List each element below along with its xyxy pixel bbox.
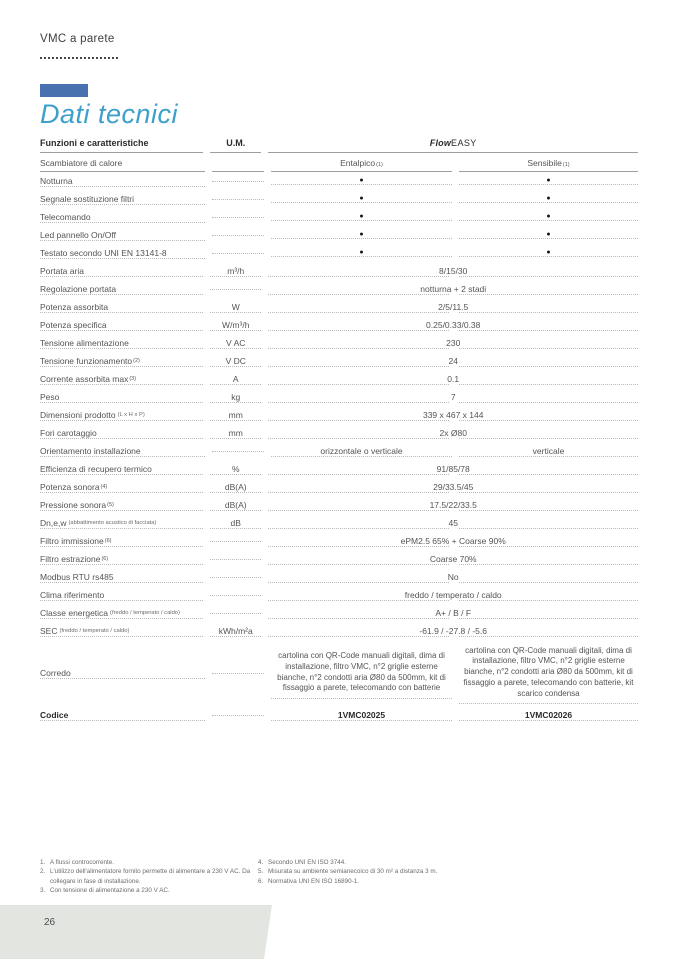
value-cell-entalpico: cartolina con QR-Code manuali digitali, dima di installazione, filtro VMC, n°2 griglie esterne bianche, n°2 condotti aria Ø80 da 500mm, kit di fissaggio a parete, telecomando con batterie <box>271 647 452 699</box>
footnotes-left <box>40 858 258 896</box>
row-label: Led pannello On/Off <box>40 230 205 241</box>
bullet-icon: ● <box>359 249 364 256</box>
feature-dot-sensibile <box>459 195 638 203</box>
bullet-icon: ● <box>359 195 364 202</box>
row-label: Fori carotaggio <box>40 428 203 439</box>
table-row <box>40 244 638 262</box>
footnote-number: 5. <box>258 868 264 876</box>
um-cell <box>212 253 264 254</box>
page-kicker: VMC a parete <box>40 33 115 45</box>
um-cell: dB(A) <box>210 482 261 493</box>
value-cell: freddo / temperato / caldo <box>268 590 638 600</box>
feature-dot-entalpico <box>271 213 452 221</box>
value-cell: -61.9 / -27.8 / -5.6 <box>268 626 638 636</box>
value-cell: 230 <box>268 338 638 348</box>
table-row <box>40 550 638 568</box>
table-row <box>40 172 638 190</box>
value-cell: No <box>268 572 638 582</box>
um-cell <box>212 235 264 236</box>
value-cell: 24 <box>268 356 638 366</box>
um-cell <box>212 181 264 182</box>
table-row <box>40 568 638 586</box>
um-cell <box>212 153 264 172</box>
row-label: Pressione sonora (5) <box>40 500 203 511</box>
row-label: Potenza specifica <box>40 320 203 331</box>
um-cell: kg <box>210 392 261 403</box>
bullet-icon: ● <box>546 195 551 202</box>
table-row <box>40 532 638 550</box>
value-cell: 7 <box>268 392 638 402</box>
footnote-number: 4. <box>258 859 264 866</box>
footnote-number: 6. <box>258 877 264 885</box>
footnote-number: 3. <box>40 887 46 895</box>
footnote-number: 1. <box>40 859 46 866</box>
um-cell: dB(A) <box>210 500 261 511</box>
table-header-row <box>40 131 638 153</box>
footnotes <box>40 858 600 896</box>
spec-table <box>40 131 638 724</box>
table-row <box>40 334 638 352</box>
table-row <box>40 460 638 478</box>
accent-bar <box>40 84 88 97</box>
footnote-item <box>40 886 258 895</box>
table-row <box>40 352 638 370</box>
table-row <box>40 190 638 208</box>
um-cell <box>212 715 264 716</box>
um-cell: kWh/m²a <box>210 626 261 637</box>
value-cell: 0.1 <box>268 374 638 384</box>
footnote-text: A flussi controcorrente. <box>50 859 115 866</box>
um-cell: V AC <box>210 338 261 349</box>
footnote-item <box>258 867 558 876</box>
footnote-item <box>258 858 558 867</box>
value-cell-entalpico: orizzontale o verticale <box>271 446 452 457</box>
table-row <box>40 442 638 460</box>
value-cell-entalpico: 1VMC02025 <box>271 710 452 721</box>
um-cell <box>210 595 261 596</box>
bullet-icon: ● <box>359 177 364 184</box>
value-cell-sensibile: cartolina con QR-Code manuali digitali, dima di installazione, filtro VMC, n°2 griglie esterne bianche, n°2 condotti aria Ø80 da 500mm, kit di fissaggio a parete, telecomando con batterie, kit scarico condensa <box>459 642 638 705</box>
col-header-um: U.M. <box>210 131 261 153</box>
um-cell: dB <box>210 518 261 529</box>
bullet-icon: ● <box>359 213 364 220</box>
table-row <box>40 316 638 334</box>
value-cell: 29/33.5/45 <box>268 482 638 492</box>
table-row <box>40 280 638 298</box>
feature-dot-sensibile <box>459 231 638 239</box>
value-cell: 339 x 467 x 144 <box>268 410 638 420</box>
brand-logo-italic: Flow <box>429 138 452 148</box>
value-cell: Coarse 70% <box>268 554 638 564</box>
row-label: Potenza sonora (4) <box>40 482 203 493</box>
row-label: Segnale sostituzione filtri <box>40 194 205 205</box>
um-cell: m³/h <box>210 266 261 277</box>
row-label: Regolazione portata <box>40 284 203 295</box>
value-cell: 45 <box>268 518 638 528</box>
bullet-icon: ● <box>546 177 551 184</box>
feature-dot-entalpico <box>271 249 452 257</box>
col-header-entalpico: Entalpico $_{(1)}$ <box>271 153 452 172</box>
table-row <box>40 586 638 604</box>
table-row <box>40 262 638 280</box>
footnote-item <box>40 867 258 886</box>
col-header-sensibile: Sensibile $_{(1)}$ <box>459 153 638 172</box>
page-title: Dati tecnici <box>40 99 179 129</box>
bullet-icon: ● <box>546 249 551 256</box>
um-cell: V DC <box>210 356 261 367</box>
um-cell <box>212 217 264 218</box>
value-cell-sensibile: 1VMC02026 <box>459 710 638 721</box>
um-cell: mm <box>210 410 261 421</box>
feature-dot-sensibile <box>459 213 638 221</box>
footnote-item <box>40 858 258 867</box>
table-row <box>40 208 638 226</box>
row-label: Modbus RTU rs485 <box>40 572 203 583</box>
table-row <box>40 514 638 532</box>
table-row <box>40 370 638 388</box>
page-number: 26 <box>44 917 56 928</box>
value-cell: notturna + 2 stadi <box>268 284 638 294</box>
table-row <box>40 478 638 496</box>
row-label: Peso <box>40 392 203 403</box>
feature-dot-entalpico <box>271 177 452 185</box>
um-cell: W <box>210 302 261 313</box>
footnote-text: L'utilizzo dell'alimentatore fornito permette di alimentare a 230 V AC. Da collegare in fase di installazione. <box>50 868 251 885</box>
bullet-icon: ● <box>359 231 364 238</box>
row-label: Codice <box>40 710 205 721</box>
footnote-number: 2. <box>40 868 46 876</box>
brand-logo <box>268 131 638 153</box>
row-label: Testato secondo UNI EN 13141-8 <box>40 248 205 259</box>
feature-dot-sensibile <box>459 177 638 185</box>
table-row <box>40 424 638 442</box>
um-cell <box>210 559 261 560</box>
um-cell <box>210 613 261 614</box>
um-cell: W/m³/h <box>210 320 261 331</box>
table-body <box>40 172 638 724</box>
value-cell: 91/85/78 <box>268 464 638 474</box>
um-cell <box>212 451 264 452</box>
footnote-text: Misurata su ambiente semianecoico di 30 m² a distanza 3 m. <box>268 868 438 876</box>
value-cell: 8/15/30 <box>268 266 638 276</box>
row-label: Scambiatore di calore <box>40 153 205 172</box>
table-subheader-row <box>40 153 638 172</box>
table-row <box>40 622 638 640</box>
row-label: SEC (freddo / temperato / caldo) <box>40 626 203 637</box>
feature-dot-entalpico <box>271 195 452 203</box>
table-row <box>40 496 638 514</box>
um-cell <box>210 577 261 578</box>
row-label: Telecomando <box>40 212 205 223</box>
um-cell <box>210 289 261 290</box>
row-label: Notturna <box>40 176 205 187</box>
row-label: Corrente assorbita max (3) <box>40 374 203 385</box>
value-cell: A+ / B / F <box>268 608 638 618</box>
feature-dot-sensibile <box>459 249 638 257</box>
footnote-text: Secondo UNI EN ISO 3744. <box>268 859 347 866</box>
feature-dot-entalpico <box>271 231 452 239</box>
value-cell: 2x Ø80 <box>268 428 638 438</box>
value-cell: 2/5/11.5 <box>268 302 638 312</box>
um-cell: % <box>210 464 261 475</box>
footnote-text: Con tensione di alimentazione a 230 V AC. <box>50 887 170 895</box>
footnote-text: Normativa UNI EN ISO 16890-1. <box>268 877 359 885</box>
table-row <box>40 298 638 316</box>
row-label: Portata aria <box>40 266 203 277</box>
bullet-icon: ● <box>546 231 551 238</box>
um-cell <box>212 199 264 200</box>
row-label: Tensione funzionamento (2) <box>40 356 203 367</box>
row-label: Efficienza di recupero termico <box>40 464 203 475</box>
footnotes-right <box>258 858 558 896</box>
table-row <box>40 406 638 424</box>
value-cell: 17.5/22/33.5 <box>268 500 638 510</box>
row-label: Classe energetica (freddo / temperato / caldo) <box>40 608 203 619</box>
table-row <box>40 388 638 406</box>
row-label: Potenza assorbita <box>40 302 203 313</box>
row-label: Filtro estrazione (6) <box>40 554 203 565</box>
dotted-rule <box>40 50 118 59</box>
row-label: Orientamento installazione <box>40 446 205 457</box>
footer-band <box>0 905 272 959</box>
row-label: Dn,e,w (abbattimento acustico di facciata) <box>40 518 203 529</box>
row-label: Clima riferimento <box>40 590 203 601</box>
row-label: Tensione alimentazione <box>40 338 203 349</box>
footnote-item <box>258 877 558 886</box>
row-label: Dimensioni prodotto (L x H x P) <box>40 410 203 421</box>
brand-logo-regular: EASY <box>451 138 477 148</box>
value-cell-sensibile: verticale <box>459 446 638 457</box>
table-row <box>40 226 638 244</box>
table-row <box>40 604 638 622</box>
value-cell: ePM2.5 65% + Coarse 90% <box>268 536 638 546</box>
table-row <box>40 640 638 706</box>
um-cell <box>210 541 261 542</box>
bullet-icon: ● <box>546 213 551 220</box>
um-cell: mm <box>210 428 261 439</box>
col-header-functions: Funzioni e caratteristiche <box>40 131 203 153</box>
row-label: Corredo <box>40 668 205 679</box>
value-cell: 0.25/0.33/0.38 <box>268 320 638 330</box>
um-cell <box>212 673 264 674</box>
table-row <box>40 706 638 724</box>
um-cell: A <box>210 374 261 385</box>
row-label: Filtro immissione (6) <box>40 536 203 547</box>
